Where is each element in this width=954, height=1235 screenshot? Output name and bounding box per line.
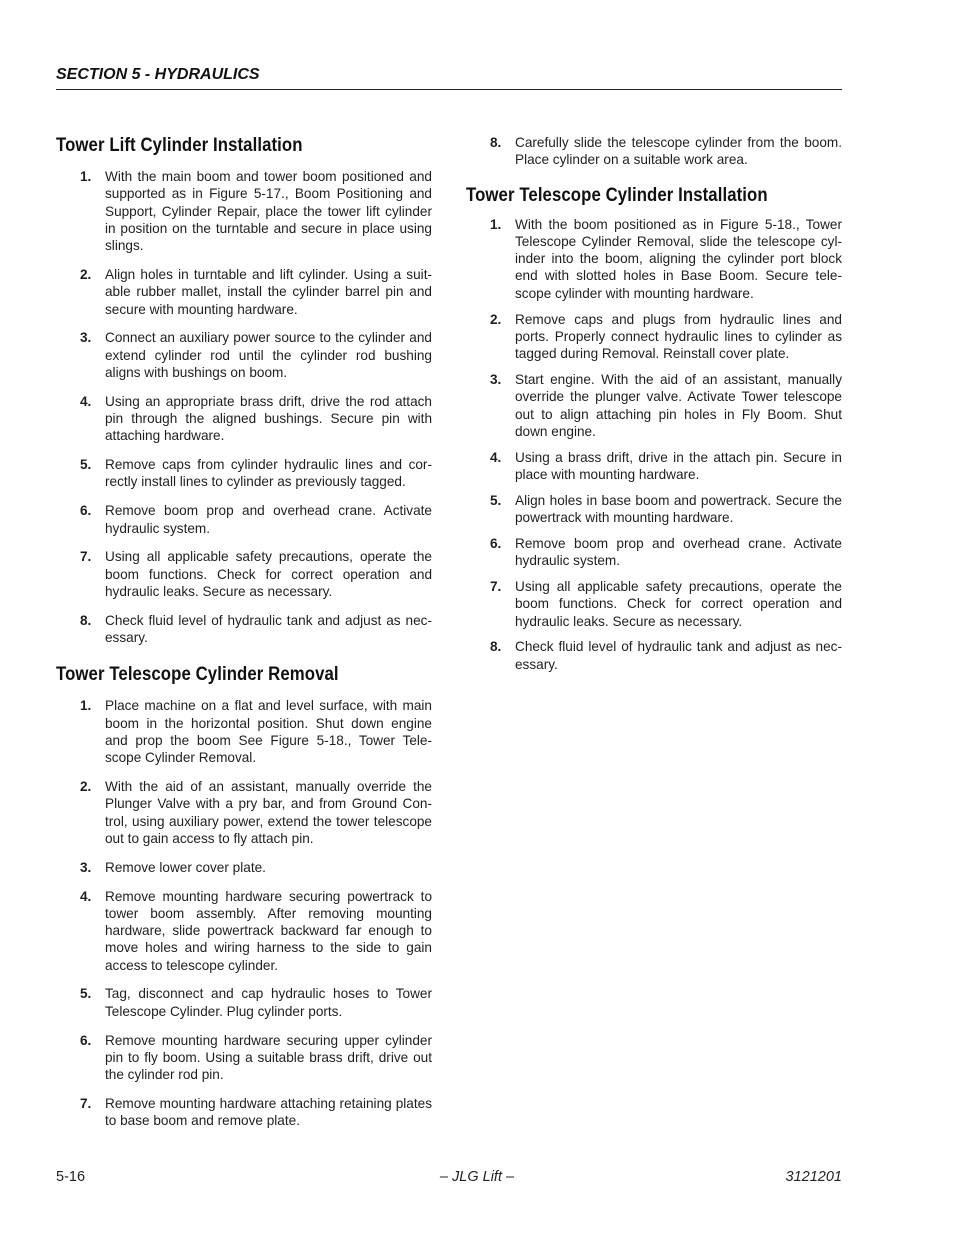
step-text: Tag, disconnect and cap hydraulic hoses to Tower Telescope Cylinder. Plug cylinder ports.: [105, 986, 432, 1019]
section-header-title: SECTION 5 - HYDRAULICS: [56, 66, 260, 83]
step-number: 7.: [490, 578, 502, 594]
step-item: [56, 548, 432, 600]
step-text: Remove mounting hardware attaching retaining plates to base boom and remove plate.: [105, 1095, 432, 1129]
step-number: 4.: [490, 449, 502, 465]
step-item: [56, 778, 432, 847]
left-column: [56, 132, 432, 1130]
step-item: [56, 859, 432, 876]
step-number: 6.: [490, 535, 502, 551]
step-text: With the boom positioned as in Figure 5-18., Tower Telescope Cylinder Removal, slide the telescope cylinder into the boom, aligning the cylinder port block end with slotted holes in Base Boom. Secure telescope cylinder with mounting hardware.: [515, 216, 842, 301]
step-item: [466, 535, 842, 570]
step-text: Place machine on a flat and level surface, with main boom in the horizontal position. Shut down engine and prop the boom See Figure 5-18., Tower Telescope Cylinder Removal.: [105, 698, 432, 766]
step-item: [466, 134, 842, 169]
step-item: [466, 578, 842, 630]
step-item: [56, 168, 432, 254]
steps-tower-telescope-removal-continued: [466, 134, 842, 169]
step-text: Remove boom prop and overhead crane. Activate hydraulic system.: [515, 535, 842, 569]
heading-tower-telescope-removal: Tower Telescope Cylinder Removal: [56, 663, 339, 686]
step-text: Remove mounting hardware securing upper cylinder pin to fly boom. Using a suitable brass drift, drive out the cylinder rod pin.: [105, 1032, 432, 1083]
step-text: Remove boom prop and overhead crane. Activate hydraulic system.: [105, 503, 432, 536]
step-text: Using an appropriate brass drift, drive the rod attach pin through the aligned bushings. Secure pin with attaching hardware.: [105, 393, 432, 444]
step-text: Remove caps and plugs from hydraulic lines and ports. Properly connect hydraulic lines to cylinder as tagged during Removal. Reinstall cover plate.: [515, 311, 842, 362]
step-number: 8.: [490, 639, 502, 655]
step-number: 3.: [490, 371, 502, 387]
step-number: 4.: [80, 393, 92, 409]
step-number: 2.: [80, 266, 92, 282]
step-item: [466, 492, 842, 527]
step-text: Remove caps from cylinder hydraulic lines and correctly install lines to cylinder as previously tagged.: [105, 457, 432, 490]
step-number: 6.: [80, 503, 92, 519]
step-item: [56, 612, 432, 647]
right-column: [466, 134, 842, 673]
step-text: Remove mounting hardware securing powertrack to tower boom assembly. After removing mounting hardware, slide powertrack backward far enough to move holes and wiring harness to the side to gain access to telescope cylinder.: [105, 888, 432, 973]
step-item: [56, 266, 432, 318]
step-text: Using all applicable safety precautions, operate the boom functions. Check for correct operation and hydraulic leaks. Secure as necessary.: [105, 549, 432, 599]
step-number: 5.: [490, 492, 502, 508]
step-item: [56, 456, 432, 491]
step-number: 5.: [80, 457, 92, 473]
step-text: Start engine. With the aid of an assistant, manually override the plunger valve. Activate Tower telescope out to align attaching pin holes in Fly Boom. Shut down engine.: [515, 371, 842, 439]
step-text: Align holes in base boom and powertrack. Secure the powertrack with mounting hardware.: [515, 492, 842, 526]
step-number: 7.: [80, 549, 92, 565]
step-number: 8.: [490, 135, 502, 150]
step-item: [56, 697, 432, 766]
step-text: Connect an auxiliary power source to the cylinder and extend cylinder rod until the cylinder rod bushing aligns with bushings on boom.: [105, 330, 432, 380]
step-number: 3.: [80, 330, 92, 346]
step-item: [466, 371, 842, 440]
footer-doc-number: 3121201: [785, 1169, 842, 1185]
step-text: With the aid of an assistant, manually override the Plunger Valve with a pry bar, and from Ground Control, using auxiliary power, extend the tower telescope out to gain access to fly attach pin.: [105, 779, 432, 846]
step-text: Check fluid level of hydraulic tank and adjust as necessary.: [105, 612, 432, 646]
step-item: [466, 216, 842, 302]
step-item: [466, 638, 842, 673]
step-number: 4.: [80, 888, 92, 904]
step-text: Carefully slide the telescope cylinder from the boom. Place cylinder on a suitable work area.: [515, 135, 842, 168]
step-item: [56, 985, 432, 1020]
step-item: [56, 1095, 432, 1130]
step-number: 1.: [80, 698, 92, 714]
step-item: [56, 1032, 432, 1084]
steps-tower-telescope-removal: [56, 697, 432, 1129]
step-number: 7.: [80, 1095, 92, 1111]
step-number: 2.: [80, 779, 92, 795]
step-number: 6.: [80, 1032, 92, 1048]
step-text: Align holes in turntable and lift cylinder. Using a suitable rubber mallet, install the cylinder barrel pin and secure with mounting hardware.: [105, 266, 432, 317]
step-number: 5.: [80, 986, 92, 1002]
step-item: [56, 329, 432, 381]
step-number: 1.: [490, 216, 502, 232]
step-text: Using a brass drift, drive in the attach pin. Secure in place with mounting hardware.: [515, 449, 842, 482]
header-divider: [56, 89, 842, 90]
step-item: [56, 888, 432, 974]
step-item: [466, 449, 842, 484]
step-item: [56, 502, 432, 537]
step-number: 1.: [80, 169, 92, 184]
step-item: [466, 311, 842, 363]
step-item: [56, 393, 432, 445]
heading-tower-telescope-installation: Tower Telescope Cylinder Installation: [466, 183, 768, 206]
step-text: Using all applicable safety precautions, operate the boom functions. Check for correct operation and hydraulic leaks. Secure as necessary.: [515, 578, 842, 629]
step-text: Check fluid level of hydraulic tank and adjust as necessary.: [515, 639, 842, 672]
step-text: Remove lower cover plate.: [105, 859, 266, 875]
steps-tower-telescope-installation: [466, 216, 842, 673]
footer-publisher: – JLG Lift –: [439, 1169, 515, 1185]
step-number: 2.: [490, 311, 502, 327]
step-text: With the main boom and tower boom positioned and supported as in Figure 5-17., Boom Positioning and Support, Cylinder Repair, place the tower lift cylinder in position on the turntable and secure in place using slings.: [105, 169, 432, 254]
heading-tower-lift-installation: Tower Lift Cylinder Installation: [56, 134, 303, 156]
steps-tower-lift-installation: [56, 168, 432, 646]
step-number: 8.: [80, 612, 92, 628]
footer-page-number: 5-16: [56, 1169, 86, 1185]
step-number: 3.: [80, 859, 92, 875]
